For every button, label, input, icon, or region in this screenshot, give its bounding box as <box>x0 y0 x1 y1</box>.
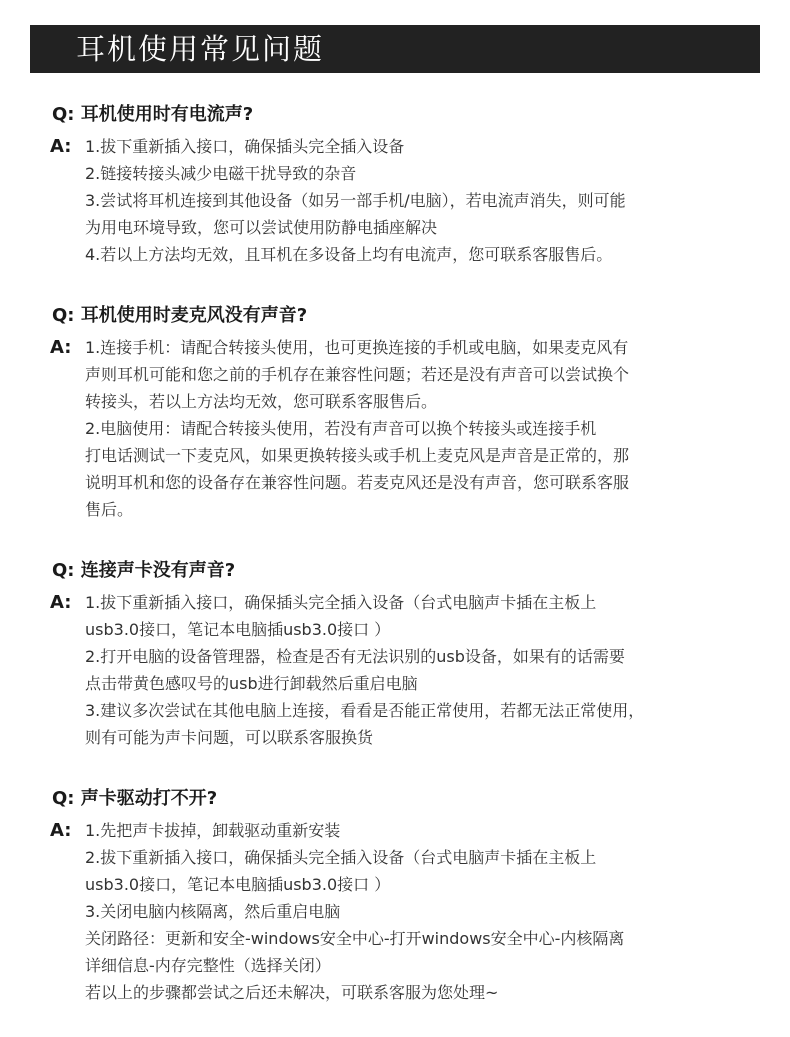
answer-line: 2.电脑使用：请配合转接头使用，若没有声音可以换个转接头或连接手机 <box>85 419 597 438</box>
answer-line: 为用电环境导致，您可以尝试使用防静电插座解决 <box>85 218 438 237</box>
answer-line: usb3.0接口，笔记本电脑插usb3.0接口 ） <box>85 875 391 894</box>
faq-question-3: Q: 连接声卡没有声音? <box>52 560 236 581</box>
answer-line: 转接头，若以上方法均无效，您可联系客服售后。 <box>85 392 438 411</box>
faq-answer-mark-4: A: <box>50 820 72 841</box>
faq-answer-2 <box>85 334 629 523</box>
answer-line: 1.先把声卡拔掉，卸载驱动重新安装 <box>85 821 341 840</box>
answer-line: 若以上的步骤都尝试之后还未解决，可联系客服为您处理~ <box>85 983 499 1002</box>
answer-line: 点击带黄色感叹号的usb进行卸载然后重启电脑 <box>85 674 418 693</box>
answer-line: 2.拔下重新插入接口，确保插头完全插入设备（台式电脑声卡插在主板上 <box>85 848 597 867</box>
answer-line: 3.尝试将耳机连接到其他设备（如另一部手机/电脑），若电流声消失，则可能 <box>85 191 626 210</box>
faq-answer-4 <box>85 817 624 1006</box>
answer-line: 则有可能为声卡问题，可以联系客服换货 <box>85 728 374 747</box>
faq-answer-mark-1: A: <box>50 136 72 157</box>
answer-line: 1.拔下重新插入接口，确保插头完全插入设备 <box>85 137 405 156</box>
faq-answer-1 <box>85 133 626 268</box>
answer-line: 声则耳机可能和您之前的手机存在兼容性问题；若还是没有声音可以尝试换个 <box>85 365 630 384</box>
page-title: 耳机使用常见问题 <box>76 32 325 66</box>
faq-question-4: Q: 声卡驱动打不开? <box>52 788 218 809</box>
answer-line: 2.打开电脑的设备管理器，检查是否有无法识别的usb设备，如果有的话需要 <box>85 647 625 666</box>
answer-line: 1.拔下重新插入接口，确保插头完全插入设备（台式电脑声卡插在主板上 <box>85 593 597 612</box>
faq-answer-mark-3: A: <box>50 592 72 613</box>
answer-line: 4.若以上方法均无效，且耳机在多设备上均有电流声，您可联系客服售后。 <box>85 245 613 264</box>
answer-line: 3.关闭电脑内核隔离，然后重启电脑 <box>85 902 341 921</box>
answer-line: 关闭路径：更新和安全-windows安全中心-打开windows安全中心-内核隔离 <box>85 929 625 948</box>
faq-answer-mark-2: A: <box>50 337 72 358</box>
faq-answer-3 <box>85 589 644 751</box>
page-header <box>30 25 760 73</box>
answer-line: 打电话测试一下麦克风，如果更换转接头或手机上麦克风是声音是正常的，那 <box>85 446 630 465</box>
answer-line: 2.链接转接头减少电磁干扰导致的杂音 <box>85 164 357 183</box>
answer-line: usb3.0接口，笔记本电脑插usb3.0接口 ） <box>85 620 391 639</box>
answer-line: 1.连接手机：请配合转接头使用，也可更换连接的手机或电脑，如果麦克风有 <box>85 338 629 357</box>
answer-line: 详细信息-内存完整性（选择关闭） <box>85 956 331 975</box>
faq-question-2: Q: 耳机使用时麦克风没有声音? <box>52 305 308 326</box>
answer-line: 3.建议多次尝试在其他电脑上连接，看看是否能正常使用，若都无法正常使用， <box>85 701 645 720</box>
faq-question-1: Q: 耳机使用时有电流声? <box>52 104 254 125</box>
answer-line: 说明耳机和您的设备存在兼容性问题。若麦克风还是没有声音，您可联系客服 <box>85 473 630 492</box>
answer-line: 售后。 <box>85 500 134 519</box>
